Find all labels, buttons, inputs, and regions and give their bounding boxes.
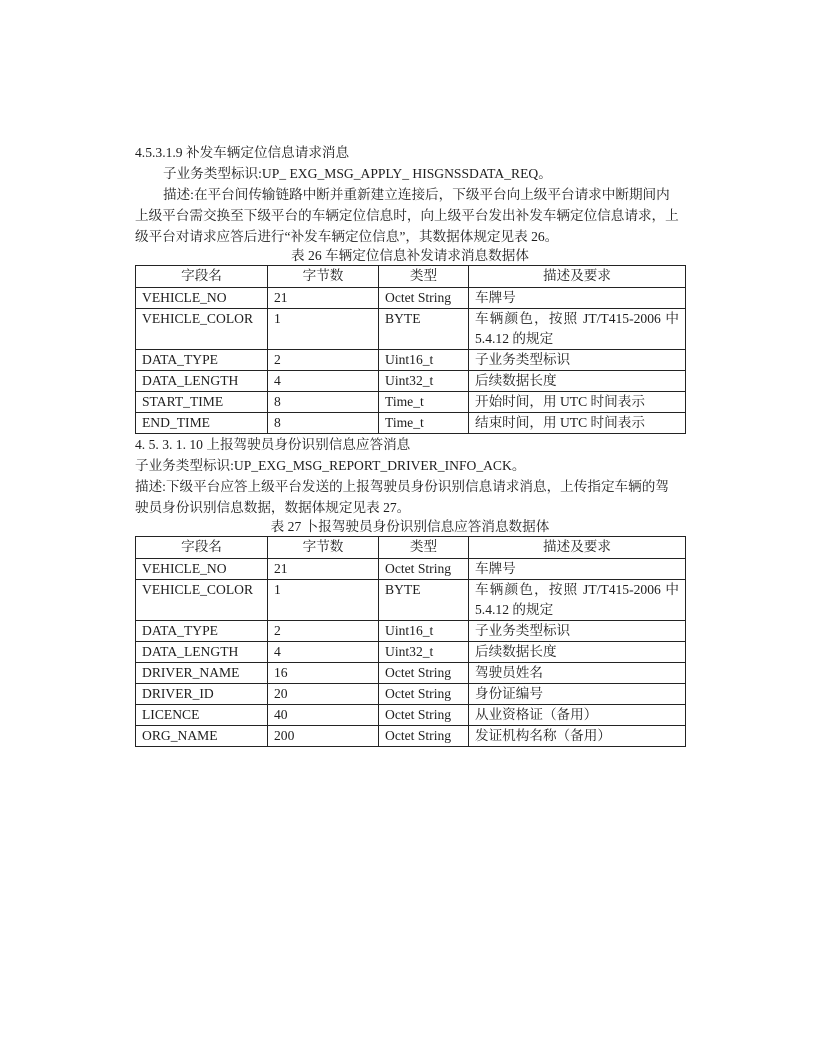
- field-type: Uint16_t: [379, 350, 469, 371]
- description-line: 上级平台需交换至下级平台的车辆定位信息时，向上级平台发出补发车辆定位信息请求，上: [135, 208, 679, 223]
- table-row: [136, 350, 686, 371]
- byte-count: 1: [268, 309, 379, 350]
- description-line: 描述:下级平台应答上级平台发送的上报驾驶员身份识别信息请求消息，上传指定车辆的驾: [135, 479, 669, 494]
- subtype-line-4519: 子业务类型标识:UP_ EXG_MSG_APPLY_ HISGNSSDATA_REQ。: [163, 166, 552, 181]
- field-desc: 后续数据长度: [469, 371, 686, 392]
- col-header-type: 类型: [379, 266, 469, 288]
- field-type: BYTE: [379, 309, 469, 350]
- field-name: DRIVER_NAME: [136, 663, 268, 684]
- field-type: Octet String: [379, 288, 469, 309]
- field-type: Uint32_t: [379, 642, 469, 663]
- table-row: [136, 684, 686, 705]
- field-desc: 子业务类型标识: [469, 621, 686, 642]
- table-row: [136, 580, 686, 621]
- table-row: [136, 288, 686, 309]
- table-26: [135, 265, 686, 434]
- field-name: VEHICLE_NO: [136, 559, 268, 580]
- field-name: START_TIME: [136, 392, 268, 413]
- col-header-desc: 描述及要求: [469, 266, 686, 288]
- field-name: VEHICLE_COLOR: [136, 580, 268, 621]
- field-desc: 后续数据长度: [469, 642, 686, 663]
- table-row: [136, 392, 686, 413]
- table-row: [136, 309, 686, 350]
- section-heading-4519: 4.5.3.1.9 补发车辆定位信息请求消息: [135, 145, 350, 160]
- field-type: Uint16_t: [379, 621, 469, 642]
- byte-count: 4: [268, 642, 379, 663]
- field-desc: 子业务类型标识: [469, 350, 686, 371]
- col-header-bytes: 字节数: [268, 266, 379, 288]
- byte-count: 2: [268, 350, 379, 371]
- field-name: END_TIME: [136, 413, 268, 434]
- col-header-type: 类型: [379, 537, 469, 559]
- byte-count: 2: [268, 621, 379, 642]
- subtype-line-45110: 子业务类型标识:UP_EXG_MSG_REPORT_DRIVER_INFO_ACK。: [135, 458, 526, 473]
- table-row: [136, 642, 686, 663]
- table-row: [136, 663, 686, 684]
- field-name: DATA_LENGTH: [136, 371, 268, 392]
- byte-count: 1: [268, 580, 379, 621]
- field-desc: 车辆颜色，按照 JT/T415-2006 中 5.4.12 的规定: [469, 309, 686, 350]
- byte-count: 8: [268, 392, 379, 413]
- description-line: 驶员身份识别信息数据，数据体规定见表 27。: [135, 500, 411, 515]
- page-content: [135, 142, 685, 747]
- table-row: [136, 413, 686, 434]
- byte-count: 20: [268, 684, 379, 705]
- field-desc: 开始时间，用 UTC 时间表示: [469, 392, 686, 413]
- field-name: DATA_LENGTH: [136, 642, 268, 663]
- field-name: ORG_NAME: [136, 726, 268, 747]
- byte-count: 21: [268, 288, 379, 309]
- byte-count: 4: [268, 371, 379, 392]
- table-row: [136, 371, 686, 392]
- table-row: [136, 621, 686, 642]
- field-name: VEHICLE_NO: [136, 288, 268, 309]
- col-header-field: 字段名: [136, 537, 268, 559]
- field-name: VEHICLE_COLOR: [136, 309, 268, 350]
- field-name: DATA_TYPE: [136, 350, 268, 371]
- byte-count: 40: [268, 705, 379, 726]
- field-name: LICENCE: [136, 705, 268, 726]
- col-header-bytes: 字节数: [268, 537, 379, 559]
- description-line: 级平台对请求应答后进行“补发车辆定位信息”，其数据体规定见表 26。: [135, 229, 559, 244]
- table-27-caption: 表 27 卜报驾驶员身份识别信息应答消息数据体: [270, 519, 550, 534]
- field-desc: 驾驶员姓名: [469, 663, 686, 684]
- field-type: Time_t: [379, 413, 469, 434]
- byte-count: 8: [268, 413, 379, 434]
- field-type: Octet String: [379, 559, 469, 580]
- field-type: Uint32_t: [379, 371, 469, 392]
- field-type: Octet String: [379, 726, 469, 747]
- field-desc: 结束时间，用 UTC 时间表示: [469, 413, 686, 434]
- field-type: Octet String: [379, 663, 469, 684]
- section-heading-45110: 4. 5. 3. 1. 10 上报驾驶员身份识别信息应答消息: [135, 437, 411, 452]
- field-type: Octet String: [379, 684, 469, 705]
- table-header-row: [136, 537, 686, 559]
- field-name: DRIVER_ID: [136, 684, 268, 705]
- field-name: DATA_TYPE: [136, 621, 268, 642]
- table-26-caption: 表 26 车辆定位信息补发请求消息数据体: [291, 248, 529, 263]
- table-27: [135, 536, 686, 747]
- field-type: Time_t: [379, 392, 469, 413]
- field-desc: 车牌号: [469, 559, 686, 580]
- field-desc: 从业资格证（备用）: [469, 705, 686, 726]
- field-desc: 发证机构名称（备用）: [469, 726, 686, 747]
- table-row: [136, 705, 686, 726]
- description-line: 描述:在平台间传输链路中断并重新建立连接后，下级平台向上级平台请求中断期间内: [163, 187, 670, 202]
- col-header-field: 字段名: [136, 266, 268, 288]
- table-row: [136, 726, 686, 747]
- field-desc: 车牌号: [469, 288, 686, 309]
- field-type: Octet String: [379, 705, 469, 726]
- col-header-desc: 描述及要求: [469, 537, 686, 559]
- field-desc: 车辆颜色，按照 JT/T415-2006 中 5.4.12 的规定: [469, 580, 686, 621]
- table-row: [136, 559, 686, 580]
- field-desc: 身份证编号: [469, 684, 686, 705]
- byte-count: 16: [268, 663, 379, 684]
- byte-count: 21: [268, 559, 379, 580]
- byte-count: 200: [268, 726, 379, 747]
- table-header-row: [136, 266, 686, 288]
- field-type: BYTE: [379, 580, 469, 621]
